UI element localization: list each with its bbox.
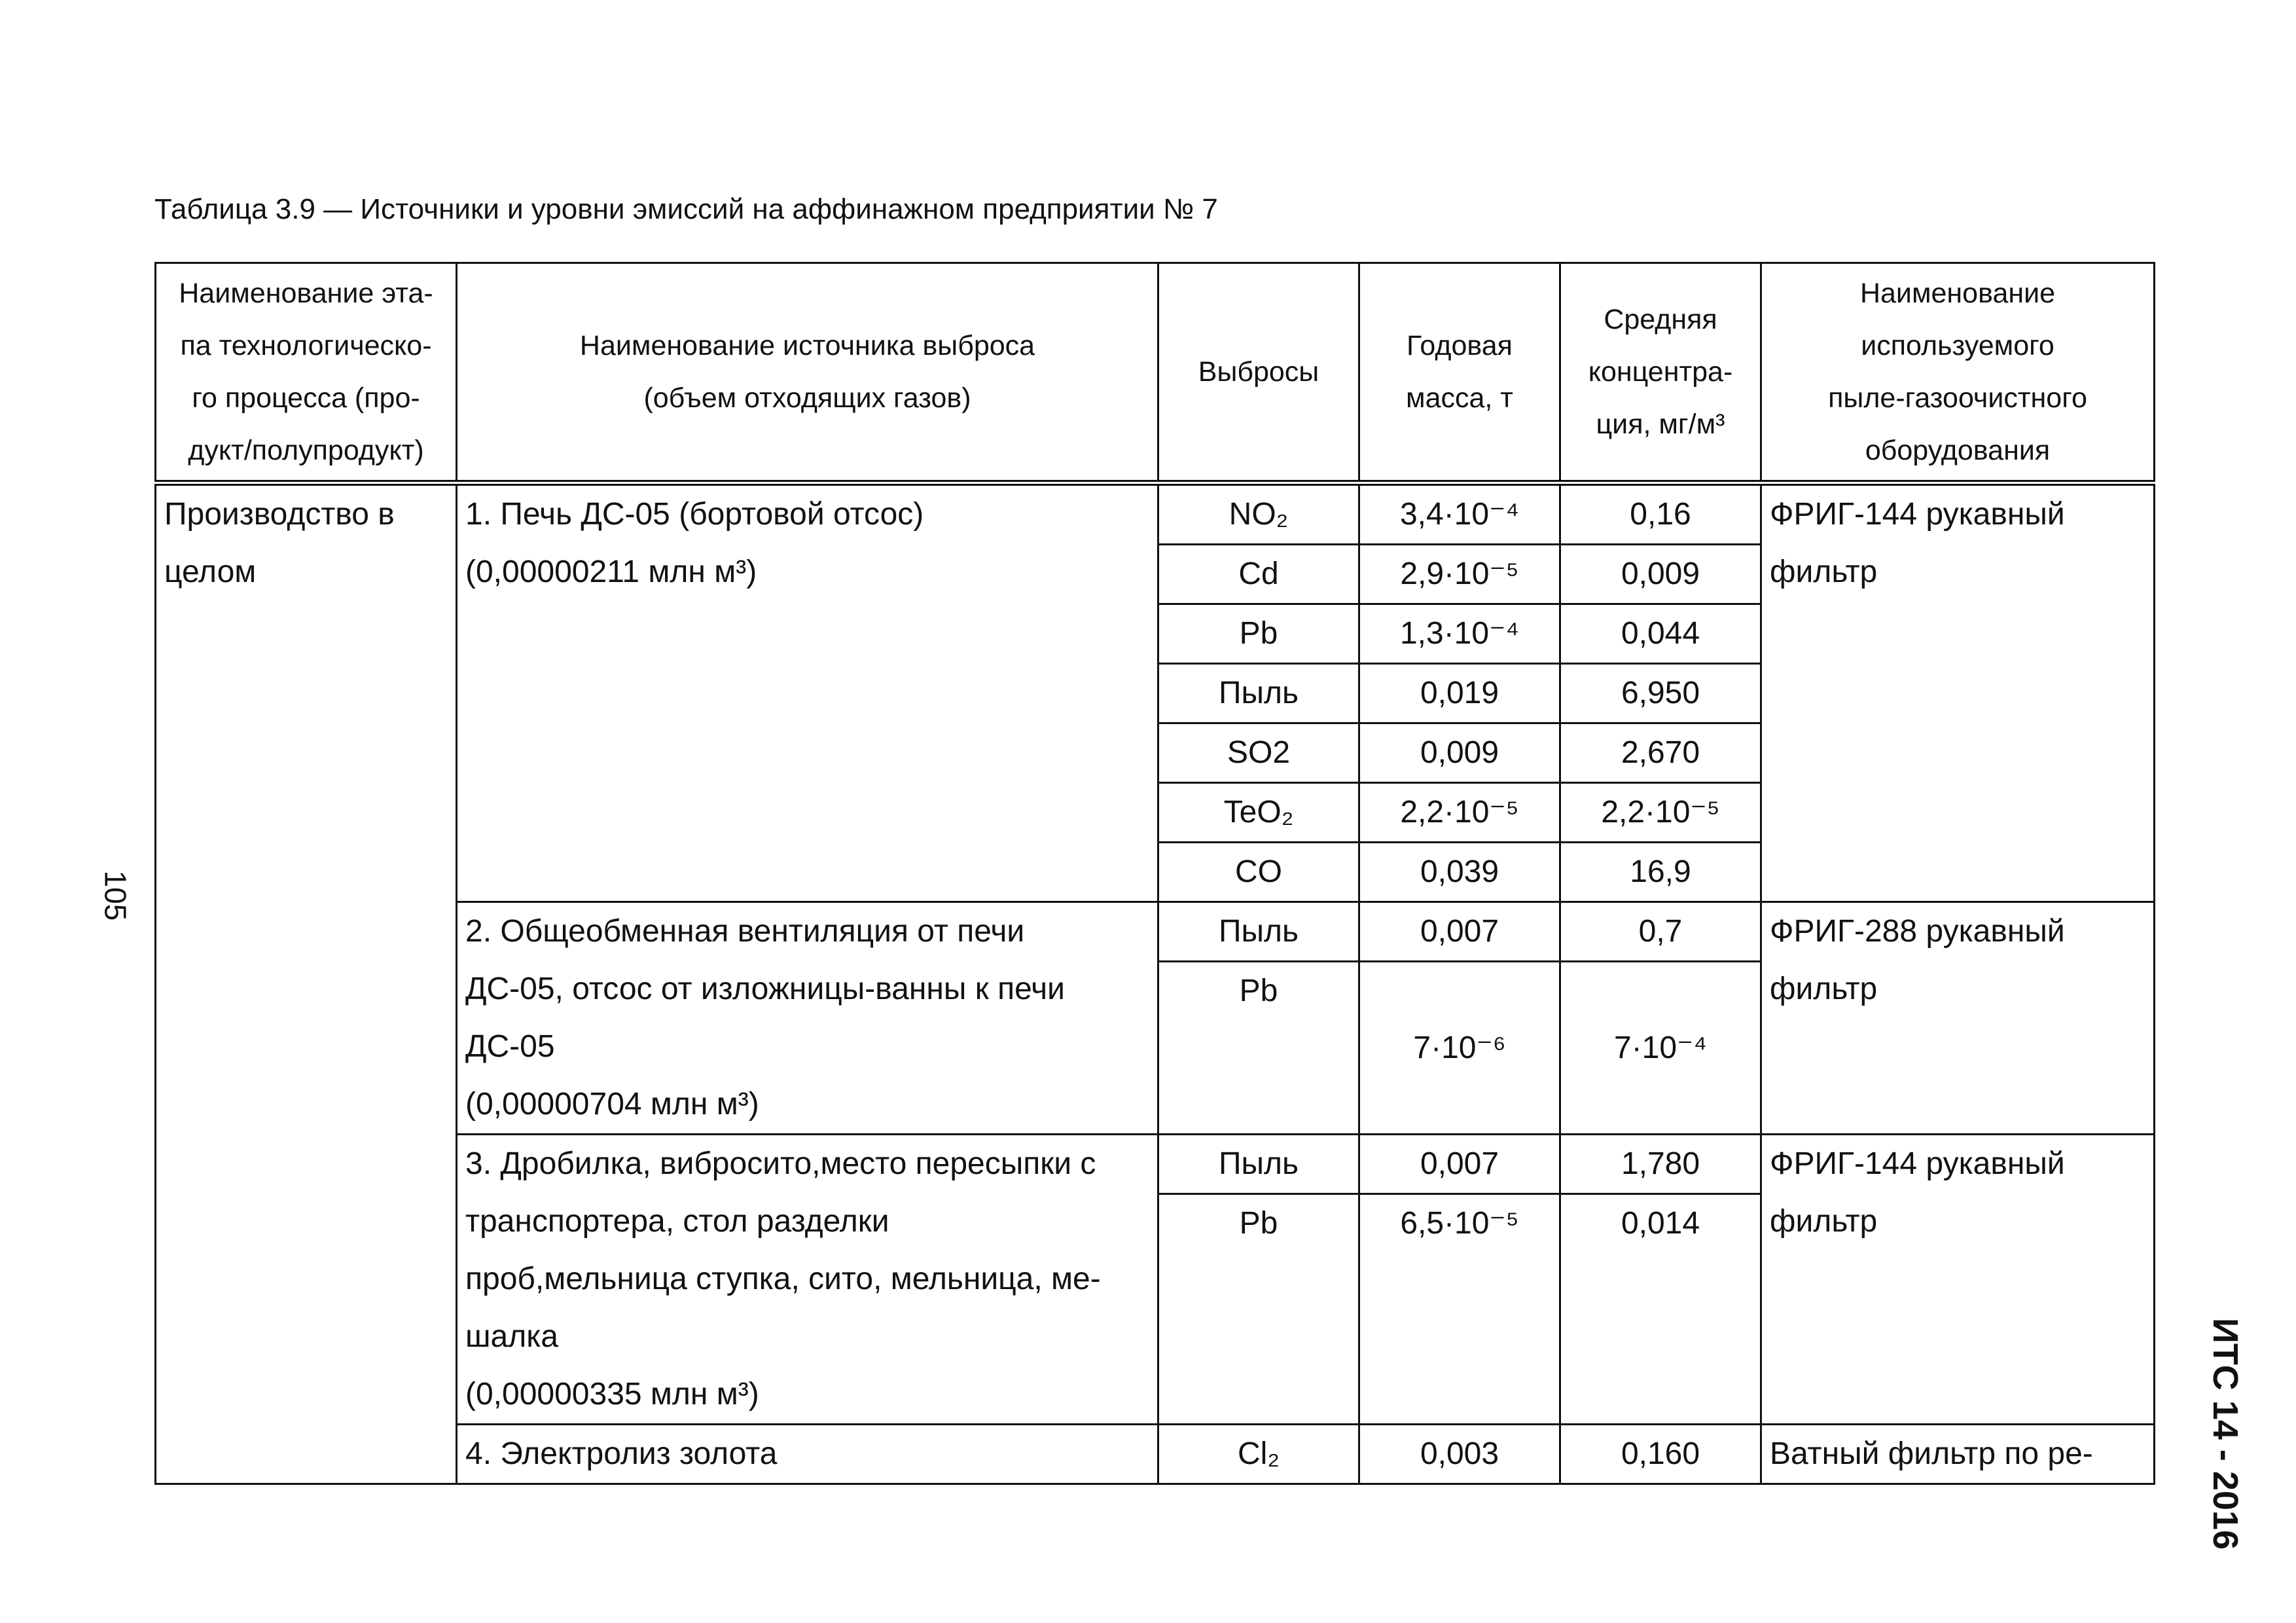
table-row bbox=[156, 483, 2155, 545]
mass-cell: 0,007 bbox=[1359, 1135, 1560, 1194]
concentration-cell: 0,009 bbox=[1560, 545, 1761, 604]
page-number-text: 105 bbox=[98, 870, 132, 921]
stage-cell: Производство в целом bbox=[156, 483, 457, 1484]
concentration-cell: 2,670 bbox=[1560, 723, 1761, 783]
mass-cell: 0,007 bbox=[1359, 902, 1560, 962]
mass-cell: 2,2·10⁻⁵ bbox=[1359, 783, 1560, 843]
emission-cell: SO2 bbox=[1158, 723, 1359, 783]
emissions-table bbox=[154, 262, 2155, 1485]
document-code-text: ИТС 14 - 2016 bbox=[2206, 1318, 2246, 1550]
concentration-cell: 0,160 bbox=[1560, 1425, 1761, 1484]
page-number bbox=[96, 863, 135, 928]
header-equipment: Наименование используемого пыле-газоочистного оборудования bbox=[1761, 263, 2155, 483]
header-source: Наименование источника выброса (объем отходящих газов) bbox=[457, 263, 1158, 483]
mass-cell: 6,5·10⁻⁵ bbox=[1359, 1194, 1560, 1425]
source-name-cell: 1. Печь ДС-05 (бортовой отсос) (0,00000211 млн м³) bbox=[457, 483, 1158, 902]
equipment-cell: ФРИГ-288 рукавный фильтр bbox=[1761, 902, 2155, 1135]
concentration-cell: 2,2·10⁻⁵ bbox=[1560, 783, 1761, 843]
equipment-cell: ФРИГ-144 рукавный фильтр bbox=[1761, 1135, 2155, 1425]
mass-cell: 0,009 bbox=[1359, 723, 1560, 783]
emission-cell: NO₂ bbox=[1158, 483, 1359, 545]
concentration-cell: 7·10⁻⁴ bbox=[1560, 962, 1761, 1135]
mass-cell: 0,003 bbox=[1359, 1425, 1560, 1484]
mass-cell: 0,039 bbox=[1359, 843, 1560, 902]
mass-cell: 7·10⁻⁶ bbox=[1359, 962, 1560, 1135]
equipment-cell: ФРИГ-144 рукавный фильтр bbox=[1761, 483, 2155, 902]
mass-cell: 3,4·10⁻⁴ bbox=[1359, 483, 1560, 545]
emission-cell: Cl₂ bbox=[1158, 1425, 1359, 1484]
concentration-cell: 1,780 bbox=[1560, 1135, 1761, 1194]
source-name-cell: 3. Дробилка, вибросито,место пересыпки с транспортера, стол разделки проб,мельница ступка, сито, мельница, ме- шалка (0,00000335 млн м³) bbox=[457, 1135, 1158, 1425]
header-emission: Выбросы bbox=[1158, 263, 1359, 483]
table-header-row bbox=[156, 263, 2155, 483]
header-concentration: Средняя концентра- ция, мг/м³ bbox=[1560, 263, 1761, 483]
concentration-cell: 0,16 bbox=[1560, 483, 1761, 545]
mass-cell: 2,9·10⁻⁵ bbox=[1359, 545, 1560, 604]
mass-cell: 1,3·10⁻⁴ bbox=[1359, 604, 1560, 664]
concentration-cell: 6,950 bbox=[1560, 664, 1761, 723]
concentration-cell: 16,9 bbox=[1560, 843, 1761, 902]
concentration-cell: 0,7 bbox=[1560, 902, 1761, 962]
source-name-cell: 4. Электролиз золота bbox=[457, 1425, 1158, 1484]
emission-cell: Пыль bbox=[1158, 664, 1359, 723]
emission-cell: Cd bbox=[1158, 545, 1359, 604]
header-annual-mass: Годовая масса, т bbox=[1359, 263, 1560, 483]
emission-cell: Pb bbox=[1158, 604, 1359, 664]
concentration-cell: 0,014 bbox=[1560, 1194, 1761, 1425]
emission-cell: Пыль bbox=[1158, 902, 1359, 962]
mass-cell: 0,019 bbox=[1359, 664, 1560, 723]
equipment-cell: Ватный фильтр по ре- bbox=[1761, 1425, 2155, 1484]
document-code bbox=[2196, 1309, 2255, 1558]
source-name-cell: 2. Общеобменная вентиляция от печи ДС-05, отсос от изложницы-ванны к печи ДС-05 (0,00000704 млн м³) bbox=[457, 902, 1158, 1135]
concentration-cell: 0,044 bbox=[1560, 604, 1761, 664]
emission-cell: Пыль bbox=[1158, 1135, 1359, 1194]
table-caption: Таблица 3.9 — Источники и уровни эмиссий на аффинажном предприятии № 7 bbox=[154, 193, 1218, 225]
emission-cell: CO bbox=[1158, 843, 1359, 902]
emission-cell: TeO₂ bbox=[1158, 783, 1359, 843]
emission-cell: Pb bbox=[1158, 1194, 1359, 1425]
header-stage: Наименование эта- па технологическо- го процесса (про- дукт/полупродукт) bbox=[156, 263, 457, 483]
emission-cell: Pb bbox=[1158, 962, 1359, 1135]
